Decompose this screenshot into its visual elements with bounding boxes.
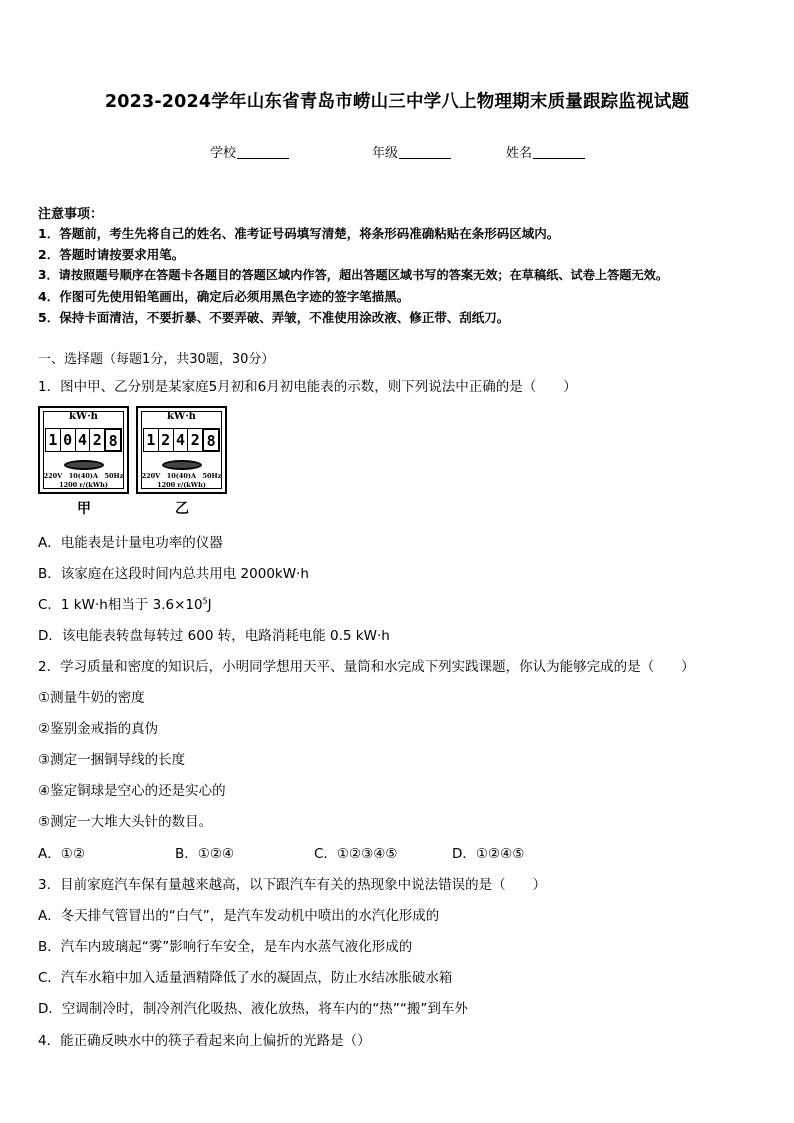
school-label: 学校: [210, 146, 237, 161]
meter-digit: 2: [188, 429, 203, 451]
q1-option-b[interactable]: B．该家庭在这段时间内总共用电 2000kW·h: [38, 566, 309, 582]
meter-digit: 8: [105, 429, 121, 451]
meter-disc-icon: [162, 460, 202, 470]
meter-digit: 1: [144, 429, 159, 451]
q1-option-c[interactable]: [38, 593, 212, 613]
q1-option-c-text: C．1 kW·h相当于 3.6×10: [38, 597, 203, 613]
name-blank[interactable]: [533, 158, 585, 159]
meter-digit: 2: [90, 429, 105, 451]
grade-label: 年级: [372, 146, 399, 161]
q2-item: ②鉴别金戒指的真伪: [38, 721, 159, 737]
q2-option-d[interactable]: D．①②④⑤: [452, 846, 525, 862]
school-blank[interactable]: [237, 158, 289, 159]
note-item: 2．答题时请按要求用笔。: [38, 247, 185, 262]
q3-option-d[interactable]: D．空调制冷时，制冷剂汽化吸热、液化放热，将车内的“热”“搬”到车外: [38, 1001, 468, 1017]
meter-disc-icon: [64, 460, 104, 470]
q1-option-c-exponent: 5: [202, 596, 208, 606]
q1-option-c-unit: J: [207, 597, 212, 613]
meter-label-jia: 甲: [77, 501, 91, 517]
q2-item: ①测量牛奶的密度: [38, 690, 145, 706]
meter-digits: [143, 428, 220, 452]
q2-item: ③测定一捆铜导线的长度: [38, 752, 186, 768]
section-heading: 一、选择题（每题1分，共30题，30分）: [38, 352, 275, 367]
meter-yi: [136, 406, 227, 494]
meter-unit: kW·h: [167, 411, 196, 422]
exam-title: 2023-2024学年山东省青岛市崂山三中学八上物理期末质量跟踪监视试题: [104, 92, 690, 112]
q1-stem: 1．图中甲、乙分别是某家庭5月初和6月初电能表的示数，则下列说法中正确的是（ ）: [38, 379, 577, 395]
meter-specs-line: 1200 r/(kWh): [59, 481, 108, 489]
meter-specs-line: 1200 r/(kWh): [157, 481, 206, 489]
name-field: [506, 142, 585, 161]
q3-option-a[interactable]: A．冬天排气管冒出的“白气”，是汽车发动机中喷出的水汽化形成的: [38, 908, 440, 924]
note-item: 1．答题前，考生先将自己的姓名、准考证号码填写清楚，将条形码准确粘贴在条形码区域内。: [38, 226, 560, 241]
meter-digit: 1: [46, 429, 61, 451]
q2-item: ⑤测定一大堆大头针的数目。: [38, 814, 213, 830]
q4-stem: 4．能正确反映水中的筷子看起来向上偏折的光路是（）: [38, 1033, 371, 1049]
q1-option-d[interactable]: D．该电能表转盘每转过 600 转，电路消耗电能 0.5 kW·h: [38, 628, 390, 644]
note-item: 5．保持卡面清洁，不要折暴、不要弄破、弄皱，不准使用涂改液、修正带、刮纸刀。: [38, 310, 510, 325]
q3-stem: 3．目前家庭汽车保有量越来越高，以下跟汽车有关的热现象中说法错误的是（ ）: [38, 877, 547, 893]
q1-option-a[interactable]: A．电能表是计量电功率的仪器: [38, 535, 223, 551]
note-item: 3．请按照题号顺序在答题卡各题目的答题区域内作答，超出答题区域书写的答案无效；在草稿纸、试卷上答题无效。: [38, 268, 669, 282]
meter-digit: 4: [174, 429, 189, 451]
meter-label-yi: 乙: [175, 501, 189, 517]
meter-specs-line: 220V 10(40)A 50Hz: [141, 472, 222, 480]
meter-digit: 0: [61, 429, 76, 451]
meter-digit: 2: [159, 429, 174, 451]
q3-option-c[interactable]: C．汽车水箱中加入适量酒精降低了水的凝固点，防止水结冰胀破水箱: [38, 970, 453, 986]
notes-heading: 注意事项：: [38, 207, 104, 222]
school-field: [210, 142, 289, 161]
meter-unit: kW·h: [69, 411, 98, 422]
q3-option-b[interactable]: B．汽车内玻璃起“雾”影响行车安全，是车内水蒸气液化形成的: [38, 939, 413, 955]
meter-digits: [45, 428, 122, 452]
meter-specs-line: 220V 10(40)A 50Hz: [43, 472, 124, 480]
meter-specs: [138, 472, 225, 490]
q2-option-a[interactable]: A．①②: [38, 846, 85, 862]
meter-jia: [38, 406, 129, 494]
grade-field: [372, 142, 451, 161]
q2-item: ④鉴定铜球是空心的还是实心的: [38, 783, 226, 799]
q2-option-c[interactable]: C．①②③④⑤: [314, 846, 398, 862]
note-item: 4．作图可先使用铅笔画出，确定后必须用黑色字迹的签字笔描黑。: [38, 289, 410, 304]
meter-digit: 8: [203, 429, 219, 451]
meter-digit: 4: [76, 429, 91, 451]
grade-blank[interactable]: [399, 158, 451, 159]
name-label: 姓名: [506, 146, 533, 161]
meter-specs: [40, 472, 127, 490]
q2-option-b[interactable]: B．①②④: [175, 846, 235, 862]
q2-stem: 2．学习质量和密度的知识后，小明同学想用天平、量筒和水完成下列实践课题，你认为能够完成的是（ ）: [38, 659, 695, 675]
